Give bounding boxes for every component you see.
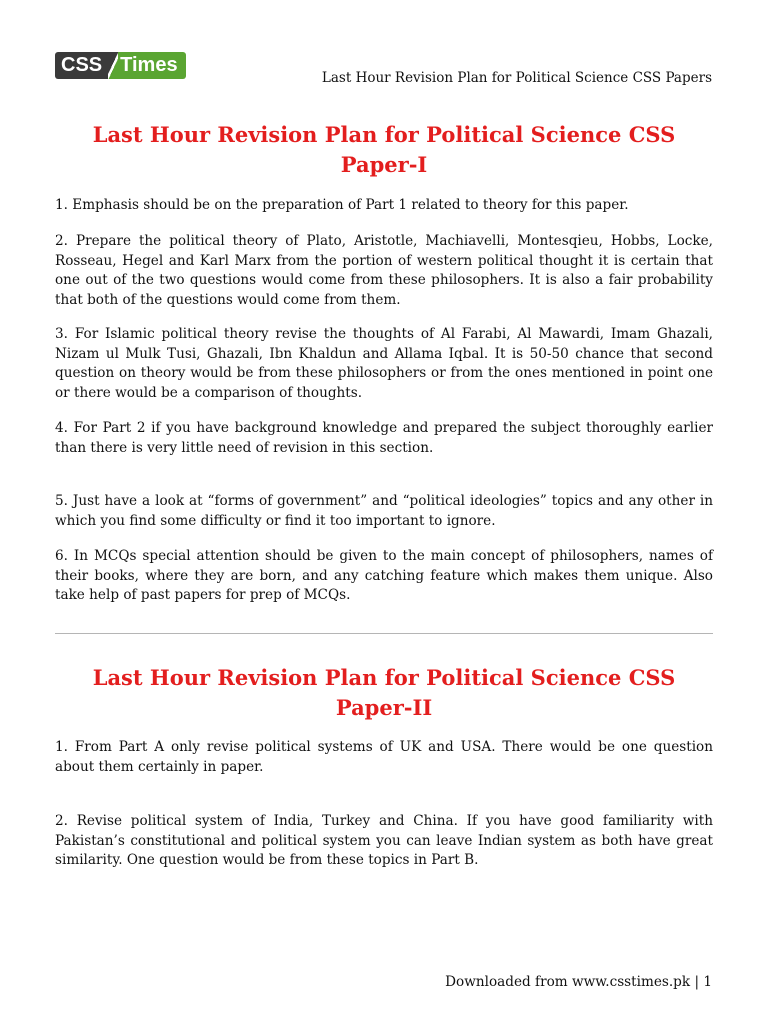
csstimes-logo	[55, 52, 186, 79]
paragraph: 1. Emphasis should be on the preparation of Part 1 related to theory for this paper.	[55, 197, 629, 213]
page-footer: Downloaded from www.csstimes.pk | 1	[445, 974, 712, 990]
paragraph: 1. From Part A only revise political systems of UK and USA. There would be one question about them certainly in paper.	[55, 739, 713, 775]
logo-slash-mark	[108, 52, 118, 79]
heading-line: Paper-I	[340, 152, 428, 177]
paragraph: 6. In MCQs special attention should be given to the main concept of philosophers, names of their books, where they are born, and any catching feature which makes them unique. Also take help of past papers for prep of MCQs.	[55, 548, 713, 603]
logo-times-text: Times	[118, 52, 186, 79]
paragraph: 3. For Islamic political theory revise the thoughts of Al Farabi, Al Mawardi, Imam Ghazali, Nizam ul Mulk Tusi, Ghazali, Ibn Khaldun and Allama Iqbal. It is 50-50 chance that second question on theory would be from these philosophers or from the ones mentioned in point one or there would be a comparison of thoughts.	[55, 326, 713, 401]
paragraph: 4. For Part 2 if you have background knowledge and prepared the subject thoroughly earlier than there is very little need of revision in this section.	[55, 420, 713, 456]
paragraph: 2. Prepare the political theory of Plato, Aristotle, Machiavelli, Montesqieu, Hobbs, Locke, Rosseau, Hegel and Karl Marx from the portion of western political thought it is certain that one out of the two questions would come from these philosophers. It is also a fair probability that both of the questions would come from them.	[55, 233, 713, 308]
paragraph: 2. Revise political system of India, Turkey and China. If you have good familiarity with Pakistan’s constitutional and political system you can leave Indian system as both have great similarity. One question would be from these topics in Part B.	[55, 813, 713, 868]
section-divider	[55, 633, 713, 634]
section-heading-paper-1	[55, 120, 713, 180]
paragraph: 5. Just have a look at “forms of government” and “political ideologies” topics and any other in which you find some difficulty or find it too important to ignore.	[55, 493, 713, 529]
heading-line: Last Hour Revision Plan for Political Science CSS	[92, 122, 676, 147]
section-heading-paper-2	[55, 663, 713, 723]
heading-line: Last Hour Revision Plan for Political Science CSS	[92, 665, 676, 690]
heading-line: Paper-II	[335, 695, 433, 720]
running-header-title: Last Hour Revision Plan for Political Science CSS Papers	[321, 70, 712, 86]
logo-css-text: CSS	[55, 52, 108, 79]
